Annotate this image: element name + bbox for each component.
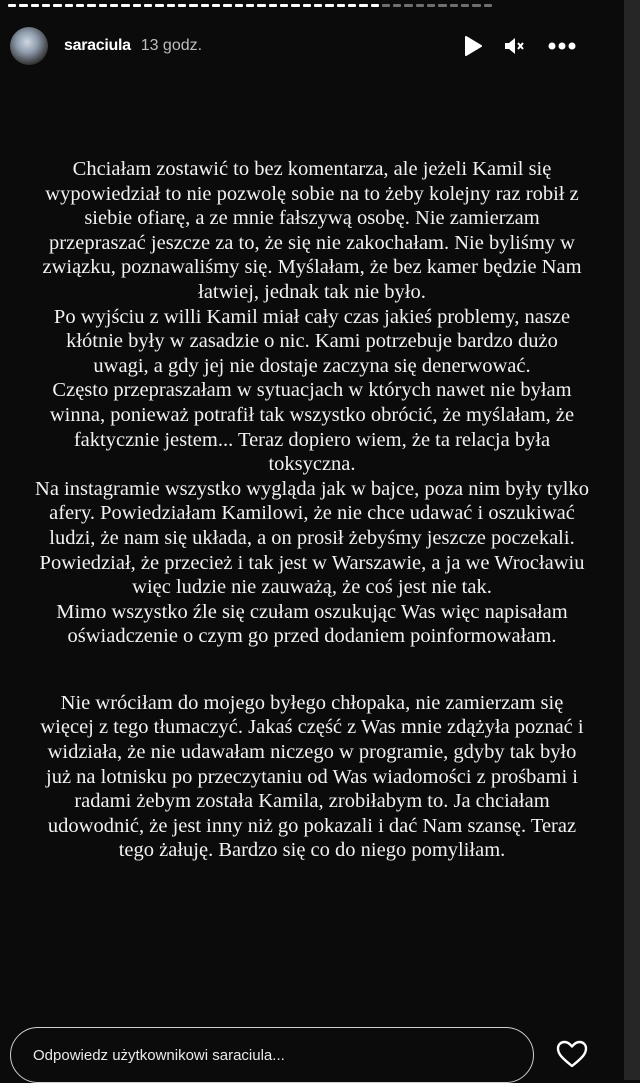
- progress-segment: [87, 4, 95, 7]
- story-progress-bar: [8, 4, 492, 7]
- progress-segment: [246, 4, 254, 7]
- more-icon[interactable]: [548, 42, 576, 50]
- progress-segment: [65, 4, 73, 7]
- story-text-line: Powiedział, że przecież i tak jest w Warszawie, a ja we Wrocławiu: [39, 551, 585, 574]
- progress-segment: [371, 4, 379, 7]
- progress-segment: [325, 4, 333, 7]
- progress-segment: [404, 4, 412, 7]
- mute-icon[interactable]: [504, 36, 526, 56]
- story-text-line: Po wyjściu z willi Kamil miał cały czas jakieś problemy, nasze: [53, 305, 571, 328]
- progress-segment: [314, 4, 322, 7]
- progress-segment: [8, 4, 16, 7]
- avatar[interactable]: [10, 27, 48, 65]
- story-text-line: kłótnie były w zasadzie o nic. Kami potrzebuje bardzo dużo: [66, 330, 558, 353]
- story-text-line: już na lotnisku po przeczytaniu od Was wiadomości z prośbami i: [46, 765, 578, 788]
- progress-segment: [427, 4, 435, 7]
- progress-segment: [121, 4, 129, 7]
- timestamp: 13 godz.: [140, 37, 203, 54]
- story-text-line: faktycznie jestem... Teraz dopiero wiem, że ta relacja była: [73, 428, 551, 451]
- scrollbar[interactable]: [624, 0, 640, 1080]
- progress-segment: [393, 4, 401, 7]
- reply-input[interactable]: [10, 1027, 534, 1083]
- progress-segment: [42, 4, 50, 7]
- story-text-line: więcej z tego tłumaczyć. Jakaś część z Was mnie zdążyła poznać i: [40, 716, 584, 739]
- progress-segment: [348, 4, 356, 7]
- progress-segment: [189, 4, 197, 7]
- progress-segment: [450, 4, 458, 7]
- story-text-line: Często przepraszałam w sytuacjach w których nawet nie byłam: [52, 379, 572, 402]
- story-text-line: radami żebym została Kamila, zrobiłabym to. Ja chciałam: [74, 790, 550, 813]
- story-text-line: wypowiedział to nie pozwolę sobie na to żeby kolejny raz robił z: [45, 182, 579, 205]
- progress-segment: [167, 4, 175, 7]
- progress-segment: [438, 4, 446, 7]
- progress-segment: [303, 4, 311, 7]
- story-text-line: przepraszać jeszcze za to, że się nie zakochałam. Nie byliśmy w: [49, 231, 575, 254]
- story-text-line: uwagi, a gdy jej nie dostaje zaczyna się denerwować.: [93, 354, 531, 377]
- story-header: [10, 26, 610, 66]
- play-icon[interactable]: [464, 36, 482, 56]
- story-text-line: Chciałam zostawić to bez komentarza, ale jeżeli Kamil się: [72, 158, 552, 180]
- progress-segment: [257, 4, 265, 7]
- story-text: [0, 157, 624, 863]
- progress-segment: [201, 4, 209, 7]
- progress-segment: [337, 4, 345, 7]
- progress-segment: [235, 4, 243, 7]
- progress-segment: [359, 4, 367, 7]
- story-text-line: udowodnić, że jest inny niż go pokazali i dać Nam szansę. Teraz: [47, 814, 577, 837]
- progress-segment: [19, 4, 27, 7]
- story-text-line: winna, ponieważ potrafił tak wszystko obrócić, że myślałam, że: [49, 403, 575, 426]
- story-text-line: [0, 649, 624, 691]
- reply-placeholder: Odpowiedz użytkownikowi saraciula...: [33, 1046, 285, 1064]
- progress-segment: [223, 4, 231, 7]
- story-text-line: widziała, że nie udawałam niczego w programie, gdyby tak było: [47, 741, 577, 764]
- story-text-line: afery. Powiedziałam Kamilowi, że nie chce udawać i oszukiwać: [49, 502, 575, 525]
- progress-segment: [31, 4, 39, 7]
- progress-segment: [133, 4, 141, 7]
- story-text-line: tego żałuję. Bardzo się co do niego pomyliłam.: [118, 839, 506, 862]
- story-text-line: związku, poznawaliśmy się. Myślałam, że bez kamer będzie Nam: [42, 256, 582, 279]
- story-text-line: toksyczna.: [268, 453, 356, 476]
- progress-segment: [110, 4, 118, 7]
- progress-segment: [99, 4, 107, 7]
- story-text-line: Nie wróciłam do mojego byłego chłopaka, nie zamierzam się: [60, 691, 564, 714]
- story-text-line: siebie ofiarę, a ze mnie fałszywą osobę. Nie zamierzam: [84, 207, 540, 230]
- story-text-line: więc ludzie nie zauważą, że coś jest nie tak.: [132, 576, 492, 599]
- progress-segment: [53, 4, 61, 7]
- story-text-line: łatwiej, jednak tak nie było.: [198, 280, 426, 303]
- progress-segment: [76, 4, 84, 7]
- progress-segment: [269, 4, 277, 7]
- progress-segment: [461, 4, 469, 7]
- progress-segment: [280, 4, 288, 7]
- progress-segment: [416, 4, 424, 7]
- progress-segment: [472, 4, 480, 7]
- progress-segment: [212, 4, 220, 7]
- progress-segment: [144, 4, 152, 7]
- story-text-line: Mimo wszystko źle się czułam oszukując Was więc napisałam: [56, 600, 568, 623]
- story-text-line: ludzi, że nam się układa, a on prosił żebyśmy jeszcze poczekali.: [49, 526, 575, 549]
- progress-segment: [178, 4, 186, 7]
- progress-segment: [291, 4, 299, 7]
- progress-segment: [155, 4, 163, 7]
- story-text-line: Na instagramie wszystko wygląda jak w bajce, poza nim były tylko: [35, 477, 589, 500]
- username[interactable]: saraciula: [64, 37, 131, 54]
- progress-segment: [382, 4, 390, 7]
- progress-segment: [484, 4, 492, 7]
- story-text-line: oświadczenie o czym go przed dodaniem poinformowałam.: [67, 625, 557, 648]
- heart-icon[interactable]: [556, 1040, 588, 1073]
